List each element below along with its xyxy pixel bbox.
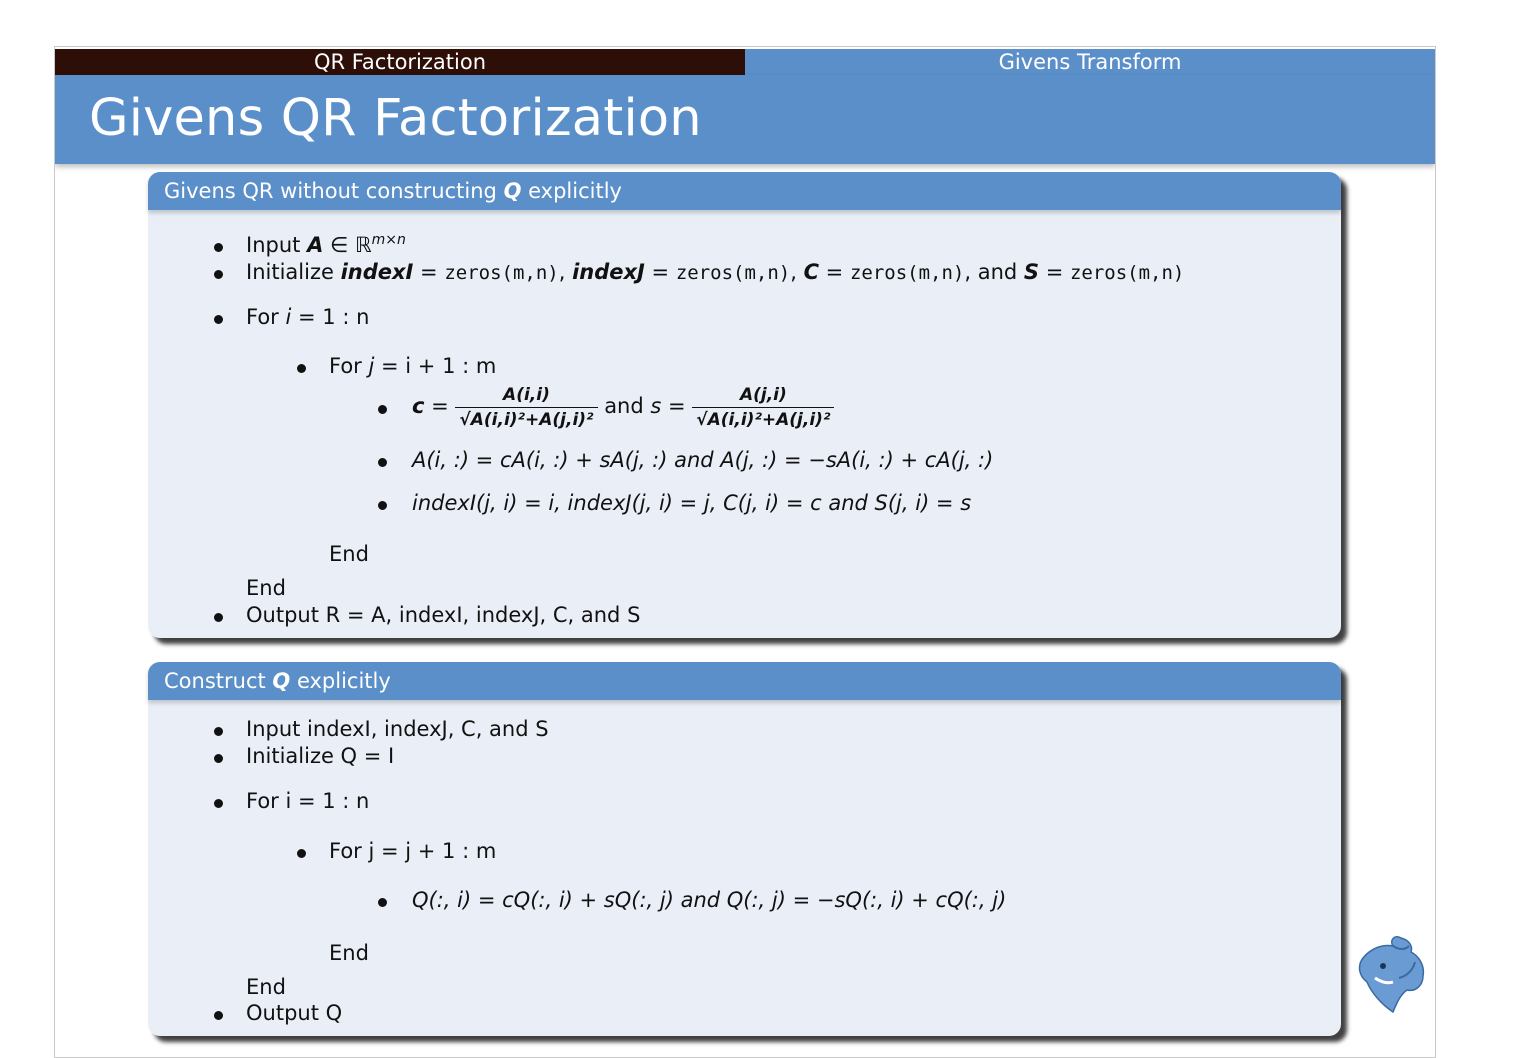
s-var: S xyxy=(1023,260,1040,284)
for-label: For xyxy=(246,305,279,329)
algorithm-block-construct-q xyxy=(148,662,1341,1036)
title-bar xyxy=(55,75,1435,164)
loop-range: = i + 1 : m xyxy=(381,354,497,378)
bullet xyxy=(214,613,223,622)
rotation-coefficients-line: c = $\frac{A(i,i)}{\text{√A(i,i)²+A(j,i)²}}$ and s = $\frac{A(j,i)}{\text{√A(i,i)²+A(j,i)²}}$ xyxy=(412,378,834,434)
end-inner: End xyxy=(329,542,369,566)
block-header xyxy=(148,662,1341,700)
input-line: Input indexI, indexJ, C, and S xyxy=(246,717,549,741)
init-label: Initialize xyxy=(246,260,334,284)
end-outer: End xyxy=(246,975,286,999)
bullet xyxy=(214,799,223,808)
bullet xyxy=(214,270,223,279)
block-header-text: Givens QR without constructing xyxy=(164,179,497,203)
s-fraction xyxy=(692,385,834,430)
for-i-line: For i = 1 : n xyxy=(246,789,370,813)
bullet xyxy=(214,243,223,252)
loop-var-j: j xyxy=(368,354,375,378)
zeros-call: zeros(m,n) xyxy=(1069,262,1185,284)
for-j-line xyxy=(329,353,496,379)
input-dims: m×n xyxy=(371,232,406,248)
initialize-line: Initialize indexI = zeros(m,n), indexJ = zeros(m,n), C = zeros(m,n), and S = zeros(m,n) xyxy=(246,260,1185,284)
and-text: and xyxy=(977,260,1018,284)
block-header-symbol: Q xyxy=(272,669,291,693)
bullet xyxy=(378,405,387,414)
for-i-line xyxy=(246,304,369,330)
slide-title: Givens QR Factorization xyxy=(89,89,702,148)
bullet xyxy=(378,458,387,467)
for-j-line: For j = j + 1 : m xyxy=(329,839,497,863)
matrix-a: A xyxy=(307,233,324,257)
block-header-text-end: explicitly xyxy=(296,669,391,693)
bullet xyxy=(378,501,387,510)
bullet xyxy=(297,364,306,373)
end-inner: End xyxy=(329,941,369,965)
c-fraction xyxy=(455,385,597,430)
bullet xyxy=(378,898,387,907)
c-symbol: c xyxy=(412,394,425,418)
slide xyxy=(54,46,1436,1058)
input-math: ∈ ℝ xyxy=(330,233,372,257)
block-header-symbol: Q xyxy=(503,179,522,203)
block-header-text: Construct xyxy=(164,669,266,693)
bullet xyxy=(214,315,223,324)
algorithm-block-givens-qr xyxy=(148,172,1341,638)
and-text: and xyxy=(604,394,644,418)
nav-section-qr-factorization[interactable]: QR Factorization xyxy=(55,49,745,75)
zeros-call: zeros(m,n) xyxy=(444,262,559,284)
bullet xyxy=(214,1011,223,1020)
input-label: Input xyxy=(246,233,301,257)
s-numerator: A(j,i) xyxy=(739,384,787,405)
block-header xyxy=(148,172,1341,210)
bullet xyxy=(297,849,306,858)
nav-section-givens-transform[interactable]: Givens Transform xyxy=(745,49,1435,75)
index-j-var: indexJ xyxy=(572,260,645,284)
q-update-line: Q(:, i) = cQ(:, i) + sQ(:, j) and Q(:, j) = −sQ(:, i) + cQ(:, j) xyxy=(412,888,1007,912)
c-numerator: A(i,i) xyxy=(503,384,550,405)
output-line: Output Q xyxy=(246,1001,343,1025)
loop-var-i: i xyxy=(285,305,292,329)
bullet xyxy=(214,754,223,763)
zeros-call: zeros(m,n) xyxy=(849,262,965,284)
c-denominator: √A(i,i)²+A(j,i)² xyxy=(455,407,597,430)
bullet xyxy=(214,727,223,736)
elephant-mascot-icon xyxy=(1353,932,1428,1017)
store-line: indexI(j, i) = i, indexJ(j, i) = j, C(j, i) = c and S(j, i) = s xyxy=(412,491,972,515)
initialize-line: Initialize Q = I xyxy=(246,744,395,768)
output-line: Output R = A, indexI, indexJ, C, and S xyxy=(246,603,641,627)
block-header-text-end: explicitly xyxy=(528,179,622,203)
for-label: For xyxy=(329,354,362,378)
input-line xyxy=(246,232,406,258)
zeros-call: zeros(m,n) xyxy=(675,262,791,284)
end-outer: End xyxy=(246,576,286,600)
s-symbol: s xyxy=(650,394,662,418)
s-denominator: √A(i,i)²+A(j,i)² xyxy=(692,407,834,430)
index-i-var: indexI xyxy=(340,260,414,284)
c-var: C xyxy=(803,260,819,284)
loop-range: = 1 : n xyxy=(298,305,370,329)
row-update-line: A(i, :) = cA(i, :) + sA(j, :) and A(j, :) = −sA(i, :) + cA(j, :) xyxy=(412,448,994,472)
